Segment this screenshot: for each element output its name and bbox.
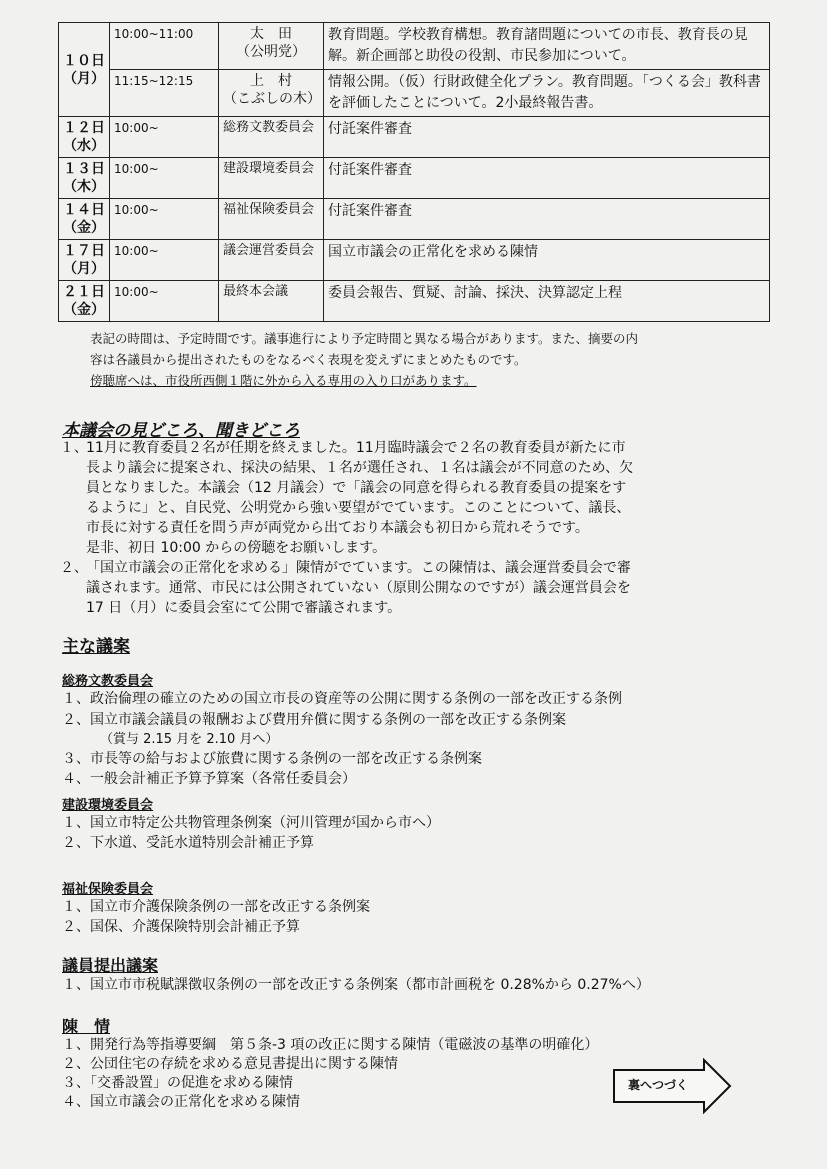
- content-cell: 付託案件審査: [324, 117, 770, 158]
- date-cell: [59, 158, 110, 199]
- highlight-item-2: [60, 558, 750, 618]
- table-row: [59, 117, 770, 158]
- list-item: ２、国立市議会議員の報酬および費用弁償に関する条例の一部を改正する条例案: [62, 712, 566, 728]
- date-text: １３日: [63, 161, 105, 177]
- paragraph-line: 「国立市議会の正常化を求める」陳情がでています。この陳情は、議会運営委員会で審: [86, 560, 631, 576]
- speaker-cell: [219, 23, 324, 70]
- paragraph-line: 議されます。通常、市民には公開されていない（原則公開なのですが）議会運営員会を: [86, 580, 631, 596]
- time-cell: 10:00~: [110, 199, 219, 240]
- content-cell: 教育問題。学校教育構想。教育諸問題についての市長、教育長の見解。新企画部と助役の役割、市民参加について。: [324, 23, 770, 70]
- committee-cell: 議会運営委員会: [219, 240, 324, 281]
- date-text: １７日: [63, 243, 105, 259]
- speaker-party: （公明党）: [236, 44, 306, 60]
- date-cell: [59, 240, 110, 281]
- list-item: １、政治倫理の確立のための国立市長の資産等の公開に関する条例の一部を改正する条例: [62, 691, 622, 707]
- date-cell: [59, 23, 110, 117]
- weekday-text: （月）: [63, 261, 105, 277]
- table-row: [59, 70, 770, 117]
- gallery-entrance-note: 傍聴席へは、市役所西側１階に外から入る専用の入り口があります。: [90, 373, 477, 388]
- paragraph-line: 長より議会に提案され、採決の結果、１名が選任され、１名は議会が不同意のため、欠: [86, 460, 634, 476]
- list-item: ３、「交番設置」の促進を求める陳情: [62, 1075, 293, 1091]
- highlight-item-1: [60, 438, 750, 558]
- paragraph-line: 11月に教育委員２名が任期を終えました。11月臨時議会で２名の教育委員が新たに市: [86, 440, 626, 456]
- paragraph-line: 市長に対する責任を問う声が両党から出ており本議会も初日から荒れそうです。: [86, 520, 589, 536]
- petitions-heading: 陳 情: [62, 1017, 111, 1036]
- date-cell: [59, 117, 110, 158]
- content-cell: 委員会報告、質疑、討論、採決、決算認定上程: [324, 281, 770, 322]
- note-line: 容は各議員から提出されたものをなるべく表現を変えずにまとめたものです。: [90, 352, 527, 367]
- bills-heading: 主な議案: [62, 637, 130, 657]
- committee-cell: 総務文教委員会: [219, 117, 324, 158]
- table-row: [59, 199, 770, 240]
- list-item: ４、一般会計補正予算予算案（各常任委員会）: [62, 771, 356, 787]
- item-number: ２、: [60, 560, 88, 576]
- committee-cell: 建設環境委員会: [219, 158, 324, 199]
- member-bills-heading: 議員提出議案: [62, 956, 159, 975]
- speaker-party: （こぶしの木）: [223, 91, 321, 107]
- weekday-text: （水）: [63, 138, 105, 154]
- committee-heading-construction: 建設環境委員会: [62, 798, 154, 813]
- note-line: 表記の時間は、予定時間です。議事進行により予定時間と異なる場合があります。また、摘要の内: [90, 331, 639, 346]
- item-number: １、: [60, 440, 88, 456]
- weekday-text: （金）: [63, 220, 105, 236]
- committee-heading-general-affairs: 総務文教委員会: [62, 674, 154, 689]
- list-item: ４、国立市議会の正常化を求める陳情: [62, 1094, 300, 1110]
- schedule-notes: [90, 328, 750, 391]
- date-cell: [59, 281, 110, 322]
- content-cell: 付託案件審査: [324, 158, 770, 199]
- date-text: １４日: [63, 202, 105, 218]
- list-item: １、国立市介護保険条例の一部を改正する条例案: [62, 899, 370, 915]
- table-row: [59, 158, 770, 199]
- time-cell: 10:00~: [110, 117, 219, 158]
- committee-cell: 福祉保険委員会: [219, 199, 324, 240]
- weekday-text: （金）: [63, 302, 105, 318]
- list-item: １、開発行為等指導要綱 第５条-3 項の改正に関する陳情（電磁波の基準の明確化）: [62, 1037, 599, 1053]
- speaker-cell: [219, 70, 324, 117]
- list-item: １、国立市市税賦課徴収条例の一部を改正する条例案（都市計画税を 0.28%から 0.27%へ）: [62, 977, 650, 993]
- date-text: １２日: [63, 120, 105, 136]
- time-cell: 10:00~: [110, 281, 219, 322]
- paragraph-line: 員となりました。本議会（12 月議会）で「議会の同意を得られる教育委員の提案をす: [86, 480, 627, 496]
- time-cell: 10:00~11:00: [110, 23, 219, 70]
- weekday-text: （木）: [63, 179, 105, 195]
- paragraph-line: るように」と、自民党、公明党から強い要望がでています。このことについて、議長、: [86, 500, 631, 516]
- list-item: ３、市長等の給与および旅費に関する条例の一部を改正する条例案: [62, 751, 482, 767]
- list-item: ２、国保、介護保険特別会計補正予算: [62, 919, 300, 935]
- content-cell: 情報公開。（仮）行財政健全化プラン。教育問題。「つくる会」教科書を評価したことについて。2小最終報告書。: [324, 70, 770, 117]
- time-cell: 11:15~12:15: [110, 70, 219, 117]
- time-cell: 10:00~: [110, 240, 219, 281]
- committee-heading-welfare: 福祉保険委員会: [62, 882, 154, 897]
- table-row: [59, 281, 770, 322]
- list-item: ２、下水道、受託水道特別会計補正予算: [62, 835, 314, 851]
- content-cell: 付託案件審査: [324, 199, 770, 240]
- committee-cell: 最終本会議: [219, 281, 324, 322]
- list-item: ２、公団住宅の存続を求める意見書提出に関する陳情: [62, 1056, 398, 1072]
- time-cell: 10:00~: [110, 158, 219, 199]
- list-item: １、国立市特定公共物管理条例案（河川管理が国から市へ）: [62, 815, 440, 831]
- list-item-note: （賞与 2.15 月を 2.10 月へ）: [100, 732, 279, 747]
- date-cell: [59, 199, 110, 240]
- paragraph-line: 是非、初日 10:00 からの傍聴をお願いします。: [86, 540, 387, 556]
- paragraph-line: 17 日（月）に委員会室にて公開で審議されます。: [86, 600, 402, 616]
- date-text: ２１日: [63, 284, 105, 300]
- table-row: [59, 240, 770, 281]
- content-cell: 国立市議会の正常化を求める陳情: [324, 240, 770, 281]
- speaker-name: 太 田: [250, 26, 292, 42]
- schedule-table: [58, 22, 770, 322]
- speaker-name: 上 村: [250, 73, 292, 89]
- weekday-text: （月）: [63, 70, 105, 87]
- continue-label: 裏へつづく: [628, 1078, 689, 1092]
- highlights-heading: 本議会の見どころ、聞きどころ: [62, 421, 300, 441]
- date-text: １０日: [63, 52, 105, 69]
- table-row: [59, 23, 770, 70]
